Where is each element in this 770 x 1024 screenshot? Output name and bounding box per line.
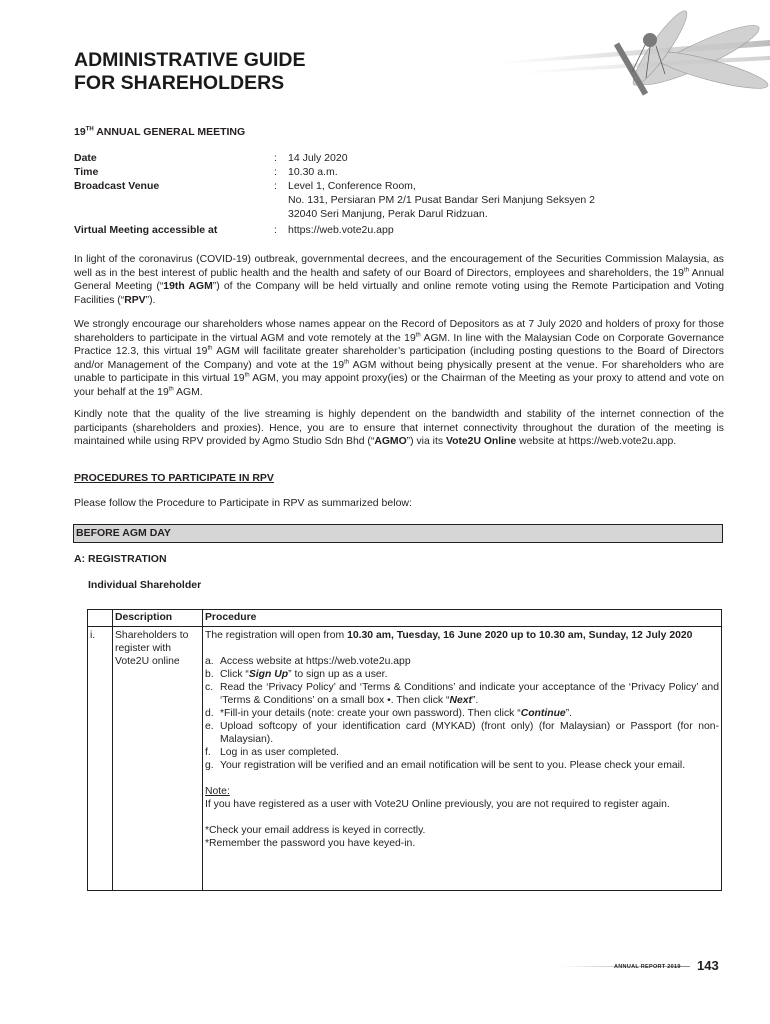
procedures-intro: Please follow the Procedure to Participate in RPV as summarized below: — [74, 497, 412, 509]
date-row: Date : 14 July 2020 — [74, 152, 348, 164]
reminder-email: *Check your email address is keyed in correctly. — [205, 825, 426, 836]
section-bar: BEFORE AGM DAY — [73, 524, 723, 543]
streaming-paragraph: Kindly note that the quality of the live streaming is highly dependent on the bandwidth and stability of the internet connection of the participants (shareholders and proxies). Hence, you are to ensure that internet connectivity throughout the duration of the meeting is maintained while using RPV provided by Agmo Studio Sdn Bhd (“AGMO”) via its Vote2U Online website at https://web.vote2u.app. — [74, 409, 724, 447]
row-procedure — [203, 627, 722, 891]
list-item: a. Access website at https://web.vote2u.app — [205, 656, 411, 667]
list-item: g. Your registration will be verified and an email notification will be sent to you. Please check your email. — [205, 760, 686, 771]
description-header: Description — [113, 610, 203, 627]
intro-paragraph: In light of the coronavirus (COVID-19) outbreak, governmental decrees, and the encouragement of the Securities Commission Malaysia, as well as in the best interest of public health and the health and safety of our Board of Directors, employees and shareholders, the 19th Annual General Meeting (“19th AGM”) of the Company will be held virtually and online remote voting using the Remote Participation and Voting Facilities (“RPV”). — [74, 254, 725, 306]
venue-row: Broadcast Venue : Level 1, Conference Room, No. 131, Persiaran PM 2/1 Pusat Bandar Seri Manjung Seksyen 2 32040 Seri Manjung, Perak Darul Ridzuan. — [74, 180, 596, 220]
list-item: e. Upload softcopy of your identification card (MYKAD) (front only) (for Malaysian) or Passport (for non-Malaysian). — [205, 721, 719, 745]
row-number: i. — [88, 627, 113, 891]
table-row — [88, 627, 722, 891]
list-item: c. Read the ‘Privacy Policy’ and ‘Terms & Conditions’ and indicate your acceptance of the ‘Privacy Policy’ and ‘Terms & Conditions’ on a small box •. Then click “Next”. — [205, 682, 719, 706]
dragonfly-illustration — [500, 0, 770, 125]
virtual-meeting-row: Virtual Meeting accessible at : https://web.vote2u.app — [74, 223, 724, 237]
procedure-steps — [205, 655, 719, 772]
agm-heading: 19TH ANNUAL GENERAL MEETING — [74, 126, 246, 138]
list-item: d. *Fill-in your details (note: create your own password). Then click “Continue”. — [205, 708, 573, 719]
page-number: 143 — [697, 958, 719, 973]
procedure-header: Procedure — [203, 610, 722, 627]
registration-table — [87, 609, 722, 891]
time-row: Time : 10.30 a.m. — [74, 166, 338, 178]
list-item: f. Log in as user completed. — [205, 747, 339, 758]
procedures-heading: PROCEDURES TO PARTICIPATE IN RPV — [74, 472, 274, 484]
encouragement-paragraph: We strongly encourage our shareholders whose names appear on the Record of Depositors as at 7 July 2020 and holders of proxy for those shareholders to participate in the virtual AGM and vote remotely at the 19th AGM. In line with the Malaysian Code on Corporate Governance Practice 12.3, this virtual 19th AGM will facilitate greater shareholder’s participation (including posting questions to the Board of Directors and/or Management of the Company) and vote at the 19th AGM without being physically present at the venue. For shareholders who are unable to participate in this virtual 19th AGM, you may appoint proxy(ies) or the Chairman of the Meeting as your proxy to attend and vote on your behalf at the 19th AGM. — [74, 319, 725, 398]
note-text: If you have registered as a user with Vote2U Online previously, you are not required to register again. — [205, 799, 670, 810]
reminder-password: *Remember the password you have keyed-in. — [205, 838, 416, 849]
meeting-details — [74, 151, 724, 237]
individual-shareholder-heading: Individual Shareholder — [88, 579, 202, 591]
note-label: Note: — [205, 786, 230, 797]
vote2u-link[interactable]: https://web.vote2u.app — [288, 224, 394, 236]
page-title: ADMINISTRATIVE GUIDE FOR SHAREHOLDERS — [74, 49, 306, 94]
table-header-row — [88, 610, 722, 627]
registration-window: The registration will open from 10.30 am, Tuesday, 16 June 2020 up to 10.30 am, Sunday, 12 July 2020 — [205, 630, 693, 641]
row-description: Shareholders to register with Vote2U online — [113, 627, 203, 891]
list-item: b. Click “Sign Up” to sign up as a user. — [205, 669, 388, 680]
footer-report-label: ANNUAL REPORT 2019 — [614, 964, 681, 970]
registration-heading: A: REGISTRATION — [74, 553, 167, 565]
